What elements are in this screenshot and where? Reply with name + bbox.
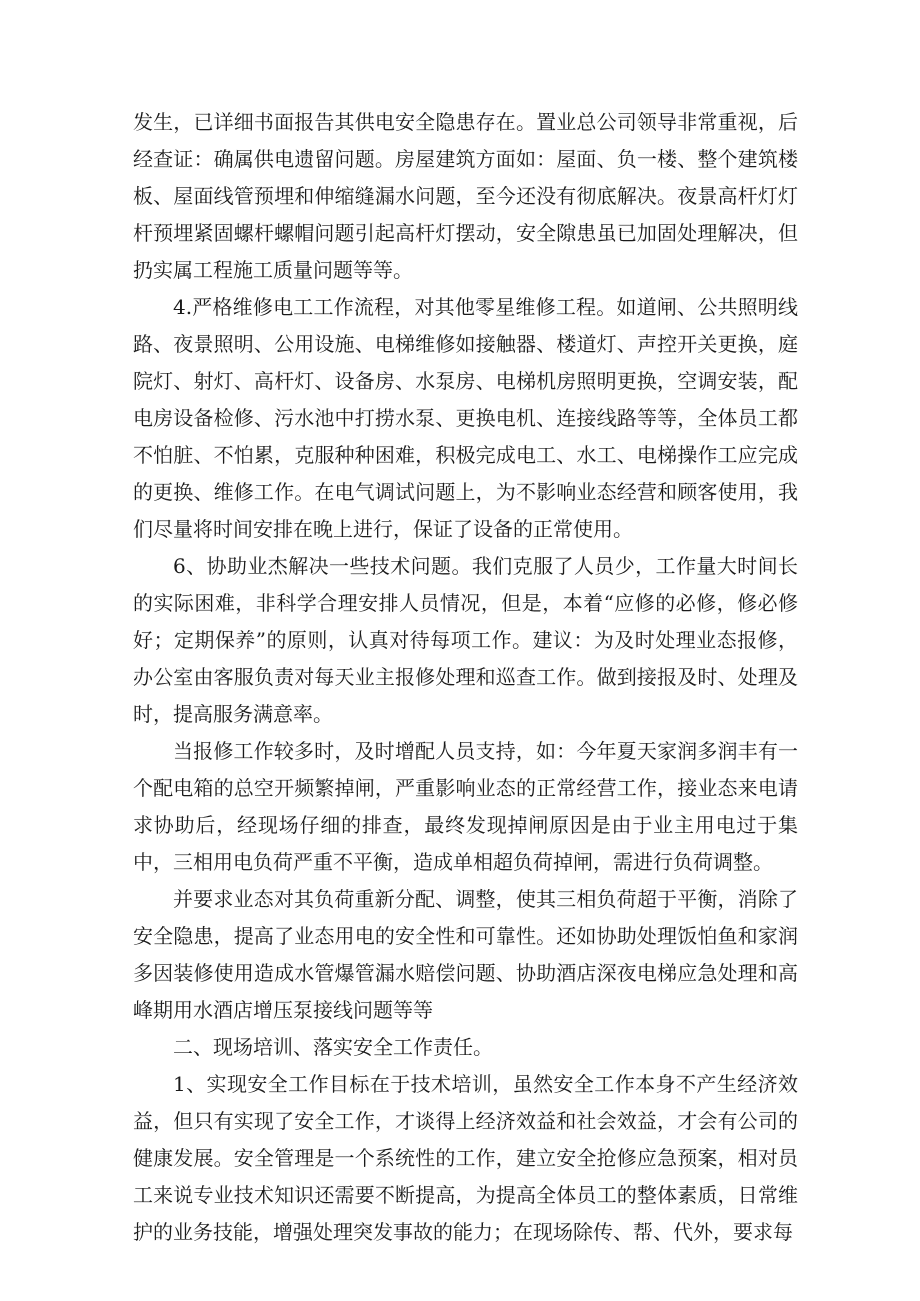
paragraph-3: 6、协助业杰解决一些技术问题。我们克服了人员少，工作量大时间长的实际困难，非科学合理安排人员情况，但是，本着“应修的必修，修必修好；定期保养”的原则，认真对待每项工作。建议：为及时处理业态报修，办公室由客服负责对每天业主报修处理和巡查工作。做到接报及时、处理及时，提高服务满意率。 [133,554,798,726]
paragraph-1: 发生，已详细书面报告其供电安全隐患存在。置业总公司领导非常重视，后经查证：确属供电遗留问题。房屋建筑方面如：屋面、负一楼、整个建筑楼板、屋面线管预埋和伸缩缝漏水问题，至今还没有彻底解决。夜景高杆灯灯杆预埋紧固螺杆螺帽问题引起高杆灯摆动，安全隙患虽已加固处理解决，但扔实属工程施工质量问题等等。 [133,110,798,282]
paragraph-5: 并要求业态对其负荷重新分配、调整，使其三相负荷超于平衡，消除了安全隐患，提高了业态用电的安全性和可靠性。还如协助处理饭怕鱼和家润多因装修使用造成水管爆管漏水赔偿问题、协助酒店深夜电梯应急处理和高峰期用水酒店增压泵接线问题等等 [133,887,798,1022]
section-heading: 二、现场培训、落实安全工作责任。 [173,1035,493,1059]
document-body [133,104,798,1251]
paragraph-4: 当报修工作较多时，及时增配人员支持，如：今年夏天家润多润丰有一个配电箱的总空开频繁掉闸，严重影响业态的正常经营工作，接业态来电请求协助后，经现场仔细的排查，最终发现掉闸原因是由于业主用电过于集中，三相用电负荷严重不平衡，造成单相超负荷掉闸，需进行负荷调整。 [133,739,798,874]
paragraph-6: 1、实现安全工作目标在于技术培训，虽然安全工作本身不产生经济效益，但只有实现了安全工作，才谈得上经济效益和社会效益，才会有公司的健康发展。安全管理是一个系统性的工作，建立安全抢修应急预案，相对员工来说专业技术知识还需要不断提高，为提高全体员工的整体素质，日常维护的业务技能，增强处理突发事故的能力；在现场除传、帮、代外，要求每 [133,1072,798,1244]
paragraph-2: 4.严格维修电工工作流程，对其他零星维修工程。如道闸、公共照明线路、夜景照明、公用设施、电梯维修如接触器、楼道灯、声控开关更换，庭院灯、射灯、高杆灯、设备房、水泵房、电梯机房照明更换，空调安装，配电房设备检修、污水池中打捞水泵、更换电机、连接线路等等，全体员工都不怕脏、不怕累，克服种种困难，积极完成电工、水工、电梯操作工应完成的更换、维修工作。在电气调试问题上，为不影响业态经营和顾客使用，我们尽量将时间安排在晚上进行，保证了设备的正常使用。 [133,295,798,541]
